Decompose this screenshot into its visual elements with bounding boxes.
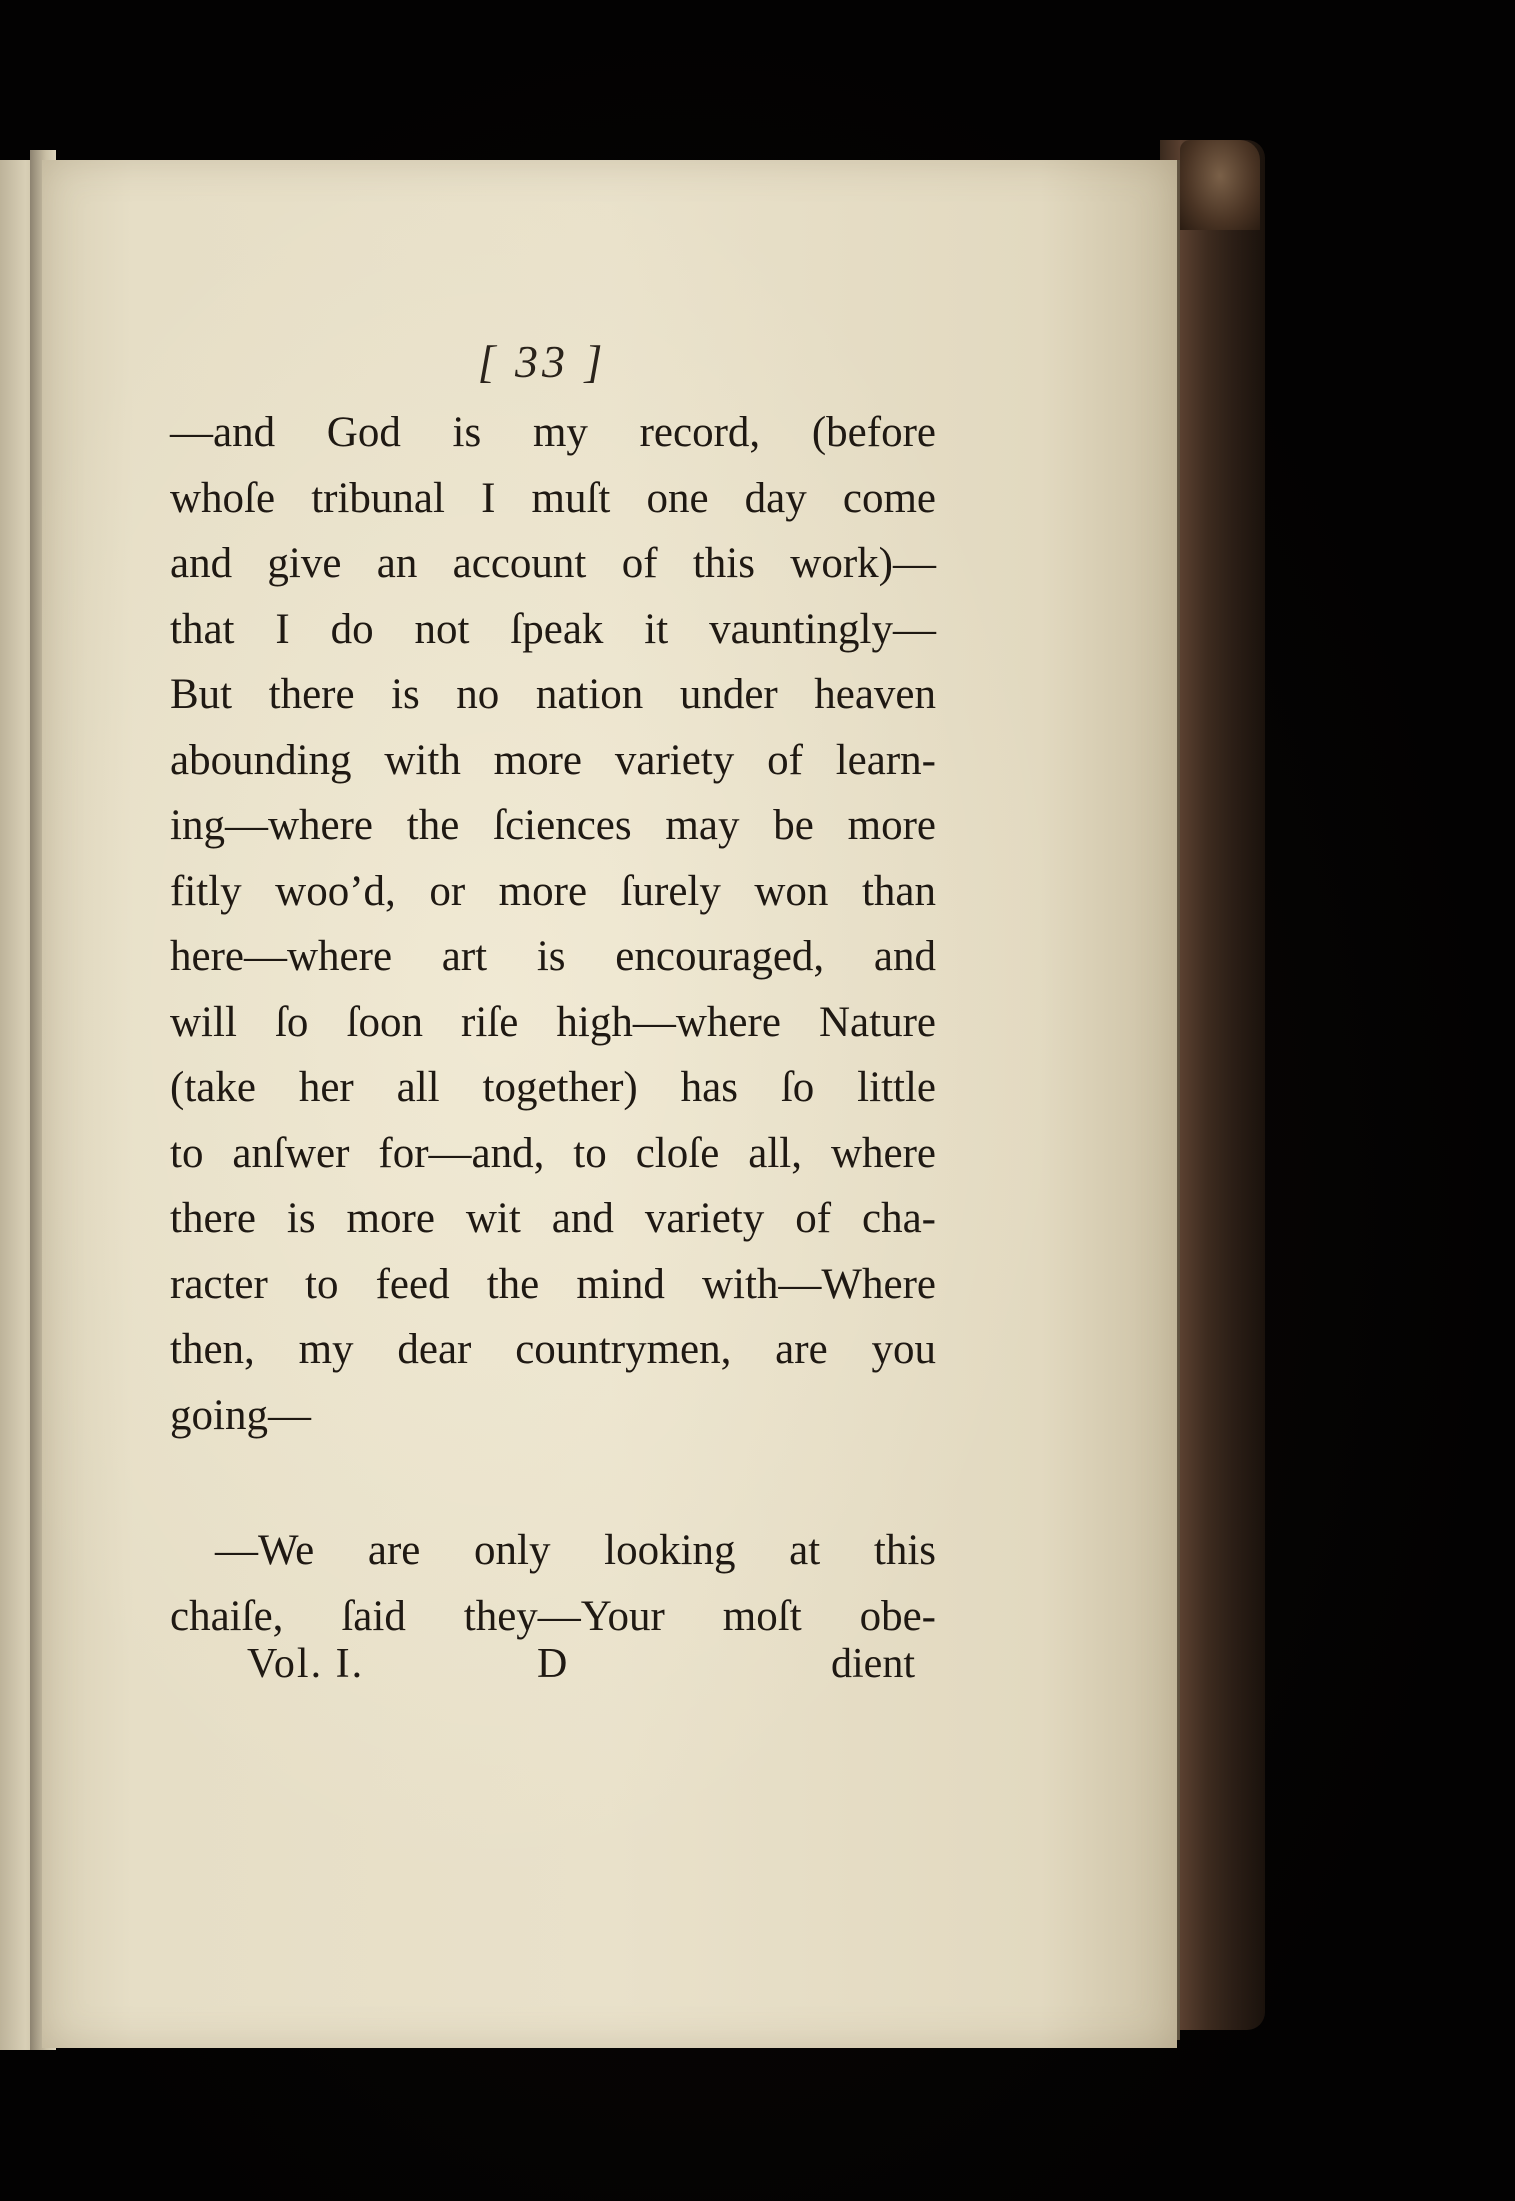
text-line: fitly woo’d, or more ſurely won than [170,867,936,915]
page-number: [ 33 ] [477,336,607,387]
text-line: racter to feed the mind with—Where [170,1260,936,1308]
text-line: abounding with more variety of learn- [170,736,936,784]
text-line: and give an account of this work)— [170,540,936,587]
text-line: that I do not ſpeak it vauntingly— [170,605,936,653]
text-line: (take her all together) has ſo little [170,1064,936,1111]
text-line: chaiſe, ſaid they—Your moſt obe- [170,1592,936,1640]
volume-signature: Vol. I. [247,1641,365,1687]
text-line: ing—where the ſciences may be more [170,802,936,849]
text-line: here—where art is encouraged, and [170,933,936,980]
catchword: dient [831,1641,915,1687]
body-text [170,400,936,1649]
text-line: But there is no nation under heaven [170,671,936,718]
text-line: then, my dear countrymen, are you [170,1326,936,1373]
page-footer [207,1640,927,1700]
text-line: will ſo ſoon riſe high—where Nature [170,998,936,1046]
paragraph-gap [170,1448,936,1518]
text-line: to anſwer for—and, to cloſe all, where [170,1129,936,1177]
book-page [42,160,1177,2048]
text-line: whoſe tribunal I muſt one day come [170,474,936,522]
text-line: going— [170,1391,311,1439]
book-cover-corner [1180,140,1260,230]
signature-mark: D [537,1641,568,1687]
text-line: —We are only looking at this [215,1527,936,1574]
text-line: there is more wit and variety of cha- [170,1195,936,1242]
text-line: —and God is my record, (before [170,409,936,456]
